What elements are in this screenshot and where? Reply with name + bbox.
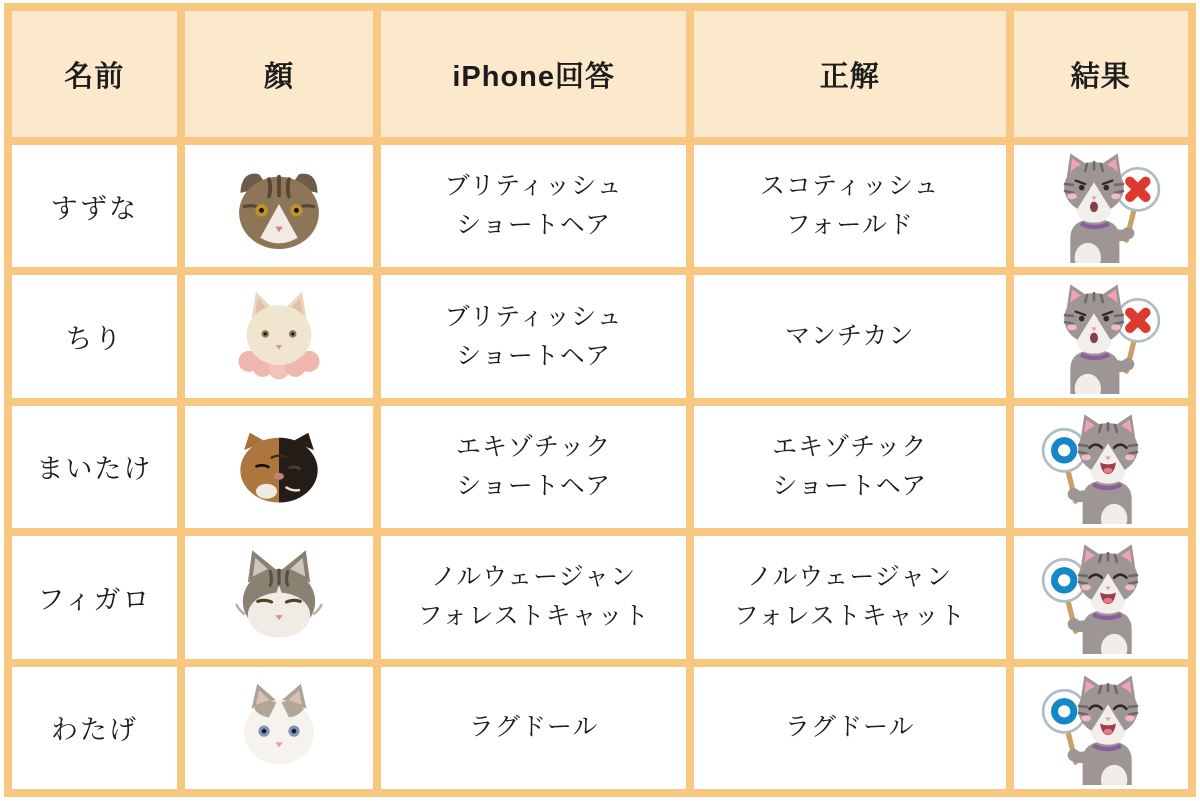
iphone-answer-cell <box>377 402 690 532</box>
cat-name: わたげ <box>8 663 181 793</box>
table-row <box>8 141 1192 271</box>
table-row <box>8 532 1192 662</box>
cat-photo-watage-icon <box>204 675 354 781</box>
cat-holding-o-sign-icon <box>1021 410 1181 524</box>
answer-line: マンチカン <box>785 322 915 351</box>
cat-name: まいたけ <box>8 402 181 532</box>
answer-line: エキゾチック <box>456 432 612 461</box>
correct-answer-cell <box>690 141 1010 271</box>
correct-answer-cell <box>690 532 1010 662</box>
answer-line: フォレストキャット <box>417 602 650 631</box>
iphone-answer-cell <box>377 271 690 401</box>
header-name: 名前 <box>8 7 181 141</box>
cat-holding-x-sign-icon <box>1021 280 1181 394</box>
answer-line: ブリティッシュ <box>444 172 623 201</box>
answer-line: フォレストキャット <box>733 602 966 631</box>
cat-photo-maitake-icon <box>204 414 354 520</box>
header-correct-answer: 正解 <box>690 7 1010 141</box>
result-cell <box>1010 271 1192 401</box>
iphone-answer-cell <box>377 663 690 793</box>
answer-line: ノルウェージャン <box>747 563 953 592</box>
answer-line: ショートヘア <box>456 471 612 500</box>
cat-photo-cell <box>181 402 378 532</box>
table-row <box>8 402 1192 532</box>
answer-line: ショートヘア <box>456 211 612 240</box>
table-row <box>8 663 1192 793</box>
cat-name: ちり <box>8 271 181 401</box>
cat-breed-quiz-table <box>4 3 1196 797</box>
cat-holding-x-sign-icon <box>1021 149 1181 263</box>
iphone-answer-cell <box>377 532 690 662</box>
result-cell <box>1010 141 1192 271</box>
answer-line: スコティッシュ <box>760 172 940 201</box>
answer-line: ラグドール <box>785 713 915 742</box>
correct-answer-cell <box>690 402 1010 532</box>
cat-photo-cell <box>181 141 378 271</box>
result-cell <box>1010 402 1192 532</box>
cat-name: すずな <box>8 141 181 271</box>
iphone-answer-cell <box>377 141 690 271</box>
correct-answer-cell <box>690 271 1010 401</box>
answer-line: ノルウェージャン <box>431 563 637 592</box>
header-row <box>8 7 1192 141</box>
cat-photo-suzuna-icon <box>204 153 354 259</box>
cat-photo-chiri-icon <box>204 284 354 390</box>
answer-line: ショートヘア <box>456 341 612 370</box>
answer-line: ブリティッシュ <box>444 302 623 331</box>
cat-holding-o-sign-icon <box>1021 540 1181 654</box>
result-cell <box>1010 532 1192 662</box>
cat-name: フィガロ <box>8 532 181 662</box>
header-result: 結果 <box>1010 7 1192 141</box>
answer-line: ショートヘア <box>772 471 928 500</box>
answer-line: ラグドール <box>468 713 599 742</box>
cat-photo-figaro-icon <box>204 544 354 650</box>
cat-photo-cell <box>181 532 378 662</box>
answer-line: エキゾチック <box>772 432 928 461</box>
cat-holding-o-sign-icon <box>1021 671 1181 785</box>
table-row <box>8 271 1192 401</box>
cat-photo-cell <box>181 663 378 793</box>
header-face: 顔 <box>181 7 378 141</box>
cat-photo-cell <box>181 271 378 401</box>
answer-line: フォールド <box>785 211 914 240</box>
correct-answer-cell <box>690 663 1010 793</box>
result-cell <box>1010 663 1192 793</box>
header-iphone-answer: iPhone回答 <box>377 7 690 141</box>
